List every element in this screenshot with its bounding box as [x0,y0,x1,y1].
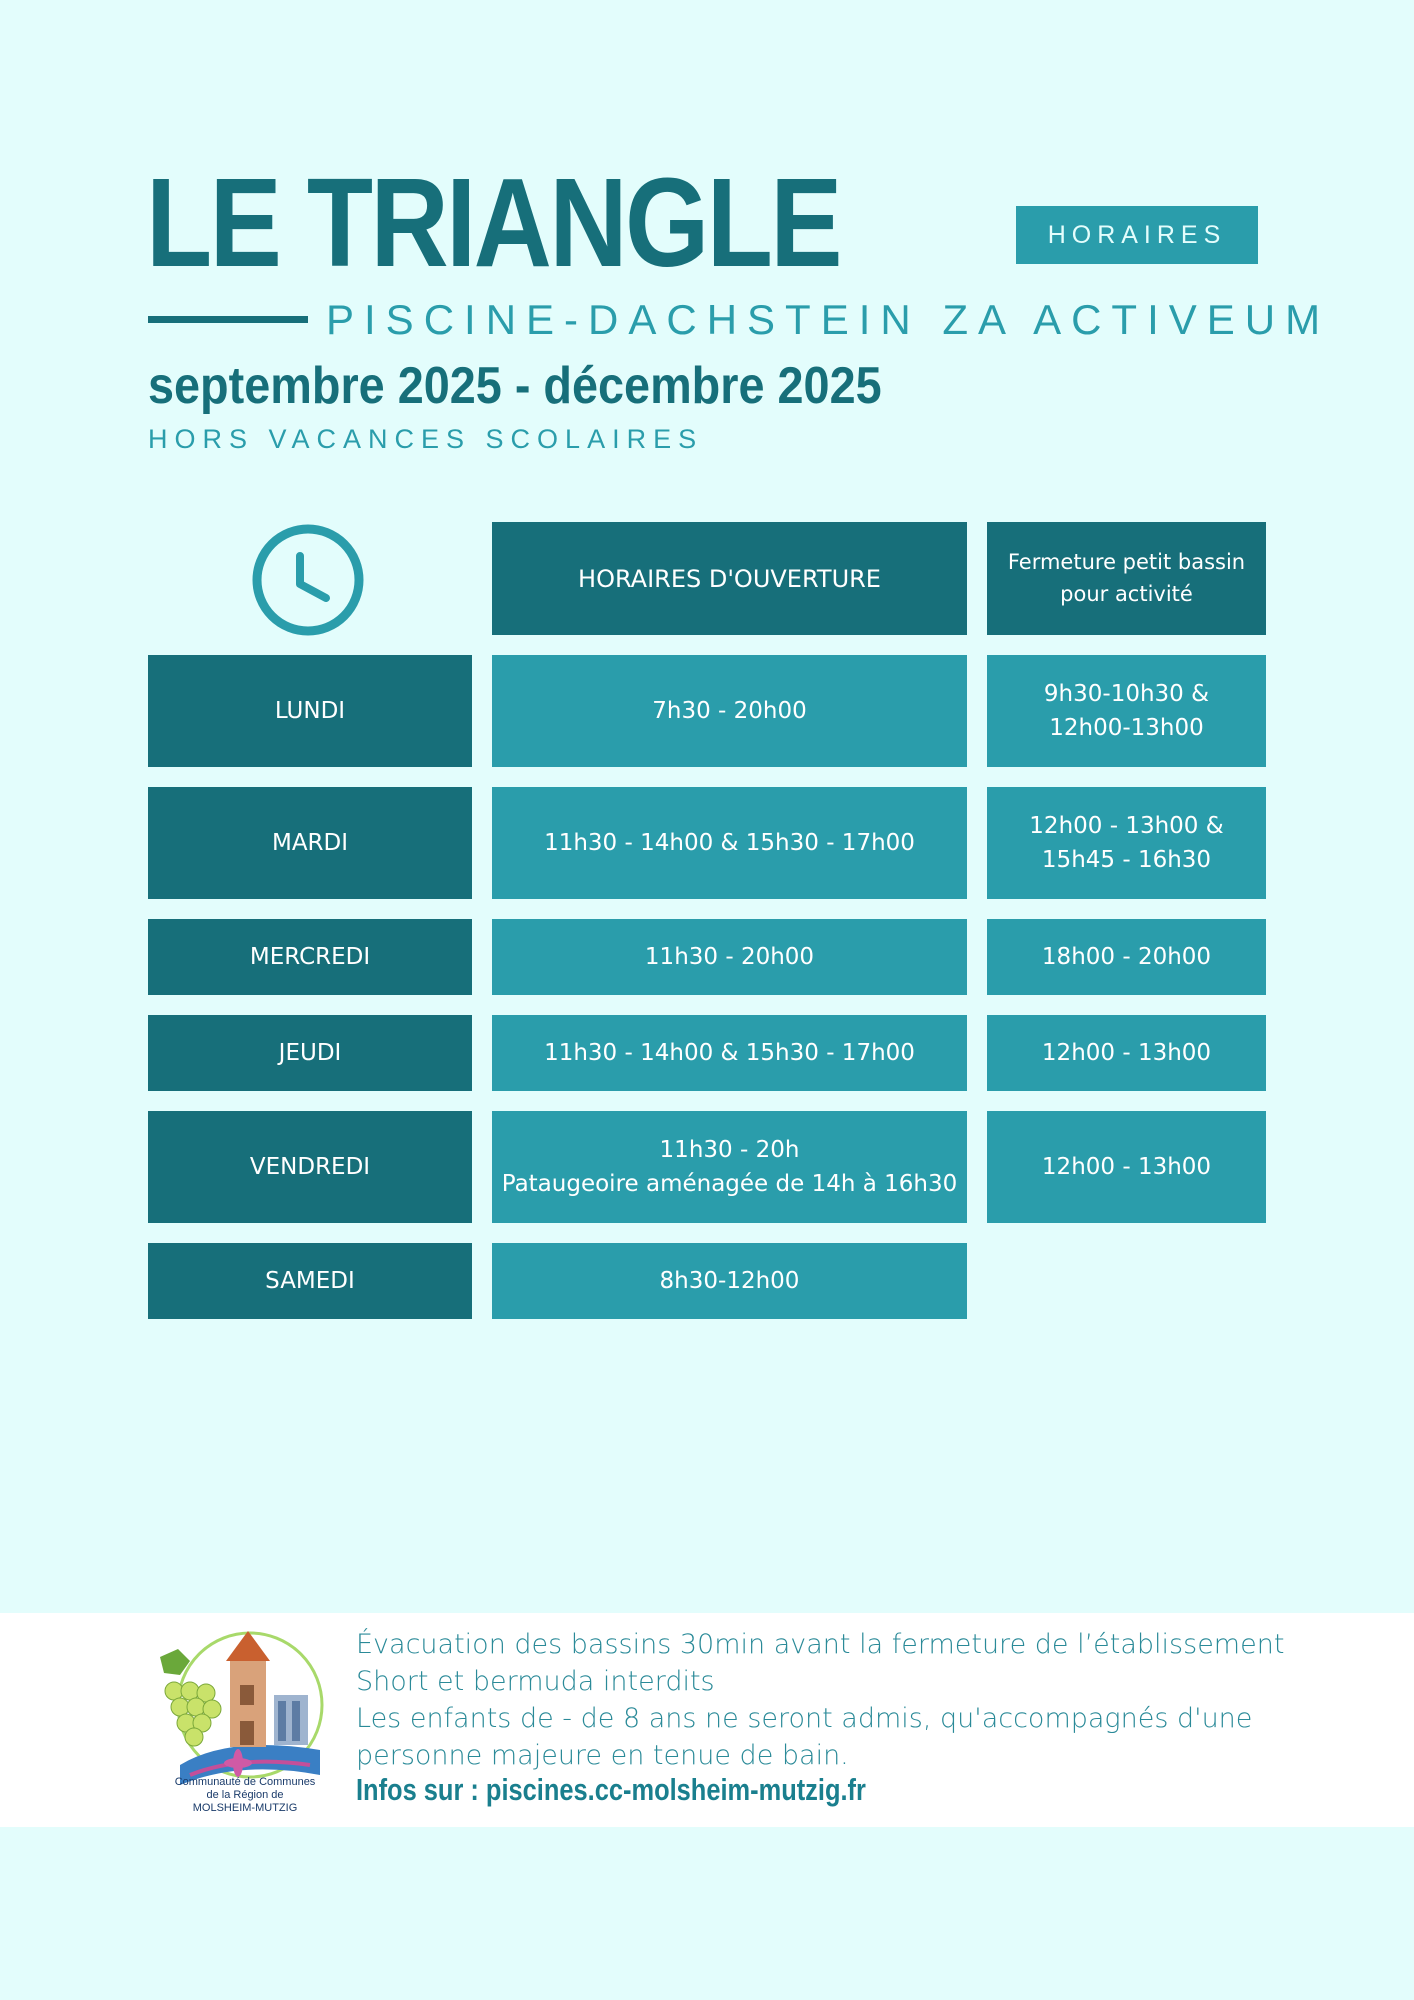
closure-text-1: 9h30-10h30 & [1043,680,1210,707]
hours-text: 11h30 - 14h00 & 15h30 - 17h00 [544,829,915,856]
header-closure-label-2: pour activité [1060,581,1193,606]
header-opening-hours [492,522,967,635]
day-label: JEUDI [278,1039,342,1066]
closure-cell-vendredi [987,1111,1266,1223]
closure-cell-mercredi [987,919,1266,995]
closure-cell-lundi [987,655,1266,767]
day-label: MARDI [271,829,349,856]
logo-caption-line: Communauté de Communes [174,1776,316,1788]
title-divider [148,316,308,323]
day-cell-jeudi [148,1015,472,1091]
day-cell-lundi [148,655,472,767]
period-note: HORS VACANCES SCOLAIRES [148,424,704,454]
day-label: MERCREDI [249,943,371,970]
page-subtitle: PISCINE-DACHSTEIN ZA ACTIVEUM [326,296,1331,343]
footer-rule-children-cont: personne majeure en tenue de bain. [356,1740,849,1771]
footer-rules [356,1626,1396,1774]
day-cell-vendredi [148,1111,472,1223]
header-closure-label-1: Fermeture petit bassin [1007,550,1246,574]
hours-cell-vendredi [492,1111,967,1223]
closure-cell-jeudi [987,1015,1266,1091]
footer-rule-swimwear: Short et bermuda interdits [356,1666,715,1697]
closure-cell-mardi [987,787,1266,899]
hours-cell-mercredi [492,919,967,995]
day-cell-mercredi [148,919,472,995]
day-label: VENDREDI [249,1153,371,1180]
header-closure [987,522,1266,635]
clock-icon [250,522,366,638]
hours-text: 11h30 - 14h00 & 15h30 - 17h00 [544,1039,915,1066]
footer-rule-evacuation: Évacuation des bassins 30min avant la fermeture de l’établissement [356,1629,1285,1660]
footer-rule-children: Les enfants de - de 8 ans ne seront admis, qu'accompagnés d'une [356,1703,1253,1734]
logo-caption [150,1776,340,1815]
day-cell-mardi [148,787,472,899]
hours-text: 11h30 - 20h00 [644,943,815,970]
hours-text: 11h30 - 20h [659,1136,800,1163]
hours-text: 7h30 - 20h00 [652,697,807,724]
closure-text-2: 15h45 - 16h30 [1041,847,1212,873]
period-heading: septembre 2025 - décembre 2025 [148,357,882,415]
closure-text-2: 12h00-13h00 [1049,715,1204,741]
logo-caption-line: MOLSHEIM-MUTZIG [192,1802,298,1814]
closure-text-1: 12h00 - 13h00 [1041,1039,1212,1066]
hours-note: Pataugeoire aménagée de 14h à 16h30 [501,1171,958,1197]
hours-cell-samedi [492,1243,967,1319]
hours-cell-jeudi [492,1015,967,1091]
footer-info-link[interactable]: Infos sur : piscines.cc-molsheim-mutzig.fr [356,1772,866,1807]
page-title: LE TRIANGLE [146,152,841,293]
horaires-badge: HORAIRES [1016,206,1258,264]
closure-text-1: 12h00 - 13h00 [1041,1153,1212,1180]
hours-cell-mardi [492,787,967,899]
day-cell-samedi [148,1243,472,1319]
header-opening-hours-label: HORAIRES D'OUVERTURE [578,564,881,593]
closure-text-1: 12h00 - 13h00 & [1029,812,1224,839]
day-label: LUNDI [274,697,346,724]
hours-cell-lundi [492,655,967,767]
logo-caption-line: de la Région de [206,1789,284,1801]
day-label: SAMEDI [265,1267,355,1294]
closure-text-1: 18h00 - 20h00 [1041,943,1212,970]
hours-text: 8h30-12h00 [659,1267,800,1294]
